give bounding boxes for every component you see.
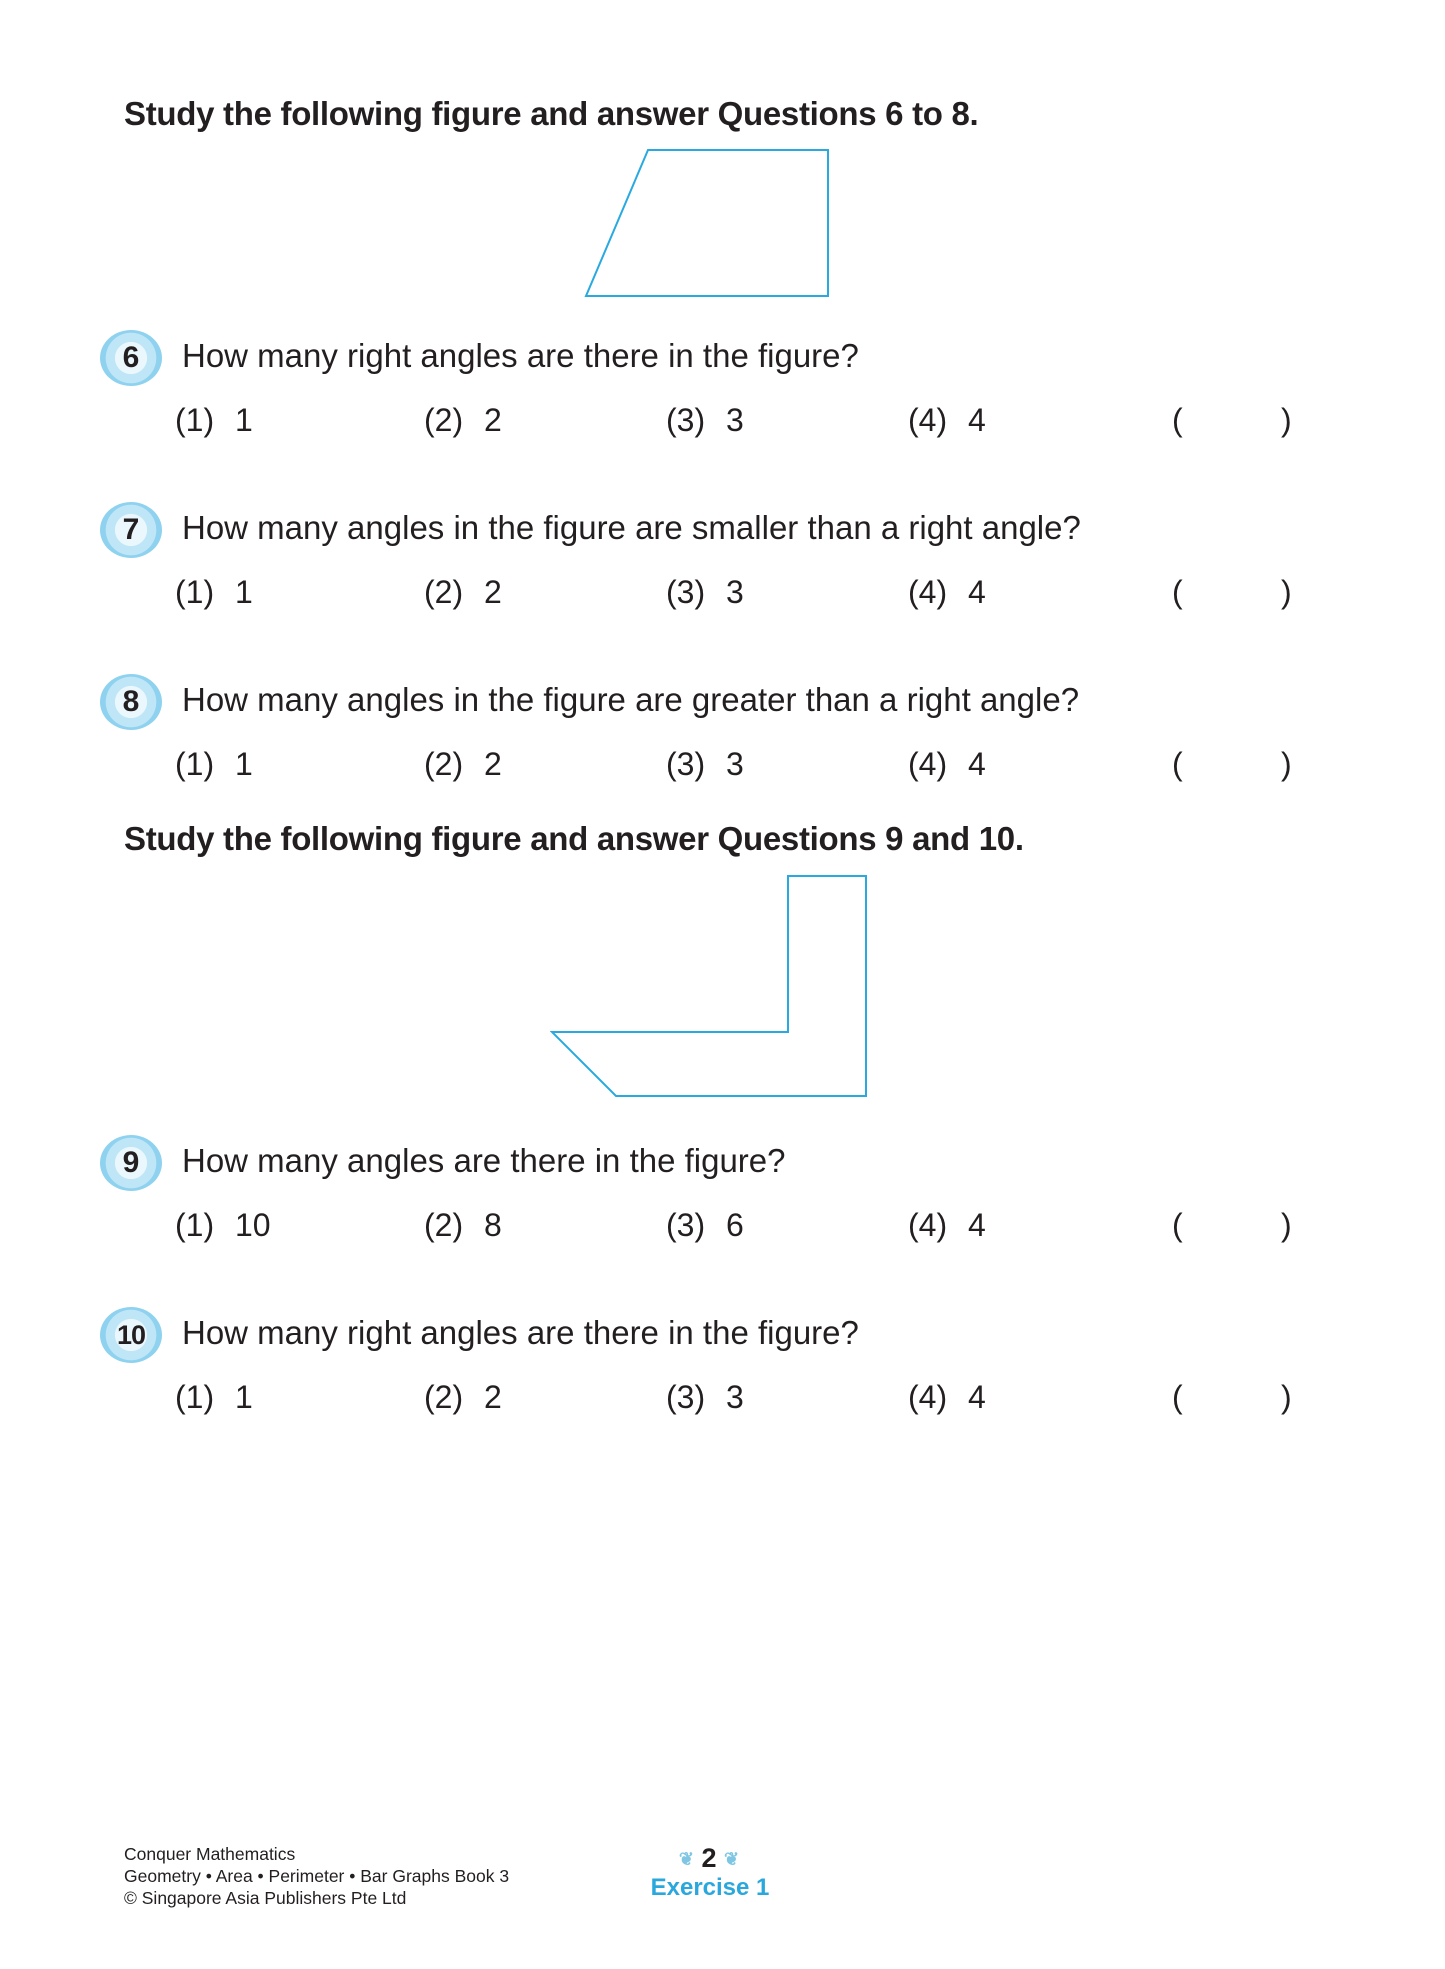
option-4[interactable]: (4) 4 <box>908 1207 986 1243</box>
section-heading-1: Study the following figure and answer Questions 6 to 8. <box>124 95 979 132</box>
l-shape-figure <box>550 874 870 1100</box>
question-text: How many right angles are there in the figure? <box>182 337 859 374</box>
option-1[interactable]: (1) 1 <box>175 402 253 438</box>
answer-bracket-open: ( <box>1172 402 1183 438</box>
option-1[interactable]: (1) 1 <box>175 574 253 610</box>
question-text: How many angles are there in the figure? <box>182 1142 786 1179</box>
footer-book-title: Geometry • Area • Perimeter • Bar Graphs Book 3 <box>124 1866 510 1886</box>
question-8 <box>100 674 1350 804</box>
footer-copyright: © Singapore Asia Publishers Pte Ltd <box>124 1888 407 1908</box>
page-number: ❦ 2 ❦ <box>678 1843 740 1873</box>
option-4[interactable]: (4) 4 <box>908 746 986 782</box>
footer-publisher-info <box>124 1843 509 1909</box>
answer-bracket-close: ) <box>1281 1379 1292 1415</box>
answer-bracket-close: ) <box>1281 746 1292 782</box>
question-10 <box>100 1307 1350 1437</box>
trapezium-figure <box>584 148 830 298</box>
option-3[interactable]: (3) 3 <box>666 574 744 610</box>
option-2[interactable]: (2) 2 <box>424 402 502 438</box>
option-3[interactable]: (3) 3 <box>666 402 744 438</box>
option-4[interactable]: (4) 4 <box>908 574 986 610</box>
question-6 <box>100 330 1350 460</box>
option-1[interactable]: (1) 1 <box>175 746 253 782</box>
answer-bracket-open: ( <box>1172 1379 1183 1415</box>
option-3[interactable]: (3) 3 <box>666 1379 744 1415</box>
option-3[interactable]: (3) 3 <box>666 746 744 782</box>
question-text: How many angles in the figure are smaller than a right angle? <box>182 509 1081 546</box>
option-2[interactable]: (2) 2 <box>424 574 502 610</box>
question-number-badge: 9 <box>100 1135 162 1191</box>
answer-bracket-close: ) <box>1281 1207 1292 1243</box>
question-number-badge: 10 <box>100 1307 162 1363</box>
answer-bracket-open: ( <box>1172 574 1183 610</box>
option-4[interactable]: (4) 4 <box>908 402 986 438</box>
leaf-icon: ❦ <box>678 1849 694 1870</box>
option-2[interactable]: (2) 8 <box>424 1207 502 1243</box>
answer-bracket-open: ( <box>1172 746 1183 782</box>
option-2[interactable]: (2) 2 <box>424 1379 502 1415</box>
option-1[interactable]: (1) 1 <box>175 1379 253 1415</box>
question-9 <box>100 1135 1350 1265</box>
answer-bracket-close: ) <box>1281 402 1292 438</box>
leaf-icon: ❦ <box>724 1849 740 1870</box>
option-3[interactable]: (3) 6 <box>666 1207 744 1243</box>
l-shape-polygon <box>552 876 866 1096</box>
option-2[interactable]: (2) 2 <box>424 746 502 782</box>
section-heading-2: Study the following figure and answer Questions 9 and 10. <box>124 820 1024 857</box>
question-number-badge: 8 <box>100 674 162 730</box>
question-number-badge: 7 <box>100 502 162 558</box>
footer-series-title: Conquer Mathematics <box>124 1844 296 1864</box>
question-text: How many angles in the figure are greater than a right angle? <box>182 681 1080 718</box>
exercise-label: Exercise 1 <box>650 1874 770 1901</box>
answer-bracket-close: ) <box>1281 574 1292 610</box>
trapezium-shape <box>586 150 828 296</box>
option-4[interactable]: (4) 4 <box>908 1379 986 1415</box>
question-text: How many right angles are there in the figure? <box>182 1314 859 1351</box>
question-number-badge: 6 <box>100 330 162 386</box>
option-1[interactable]: (1) 10 <box>175 1207 271 1243</box>
question-7 <box>100 502 1350 632</box>
answer-bracket-open: ( <box>1172 1207 1183 1243</box>
